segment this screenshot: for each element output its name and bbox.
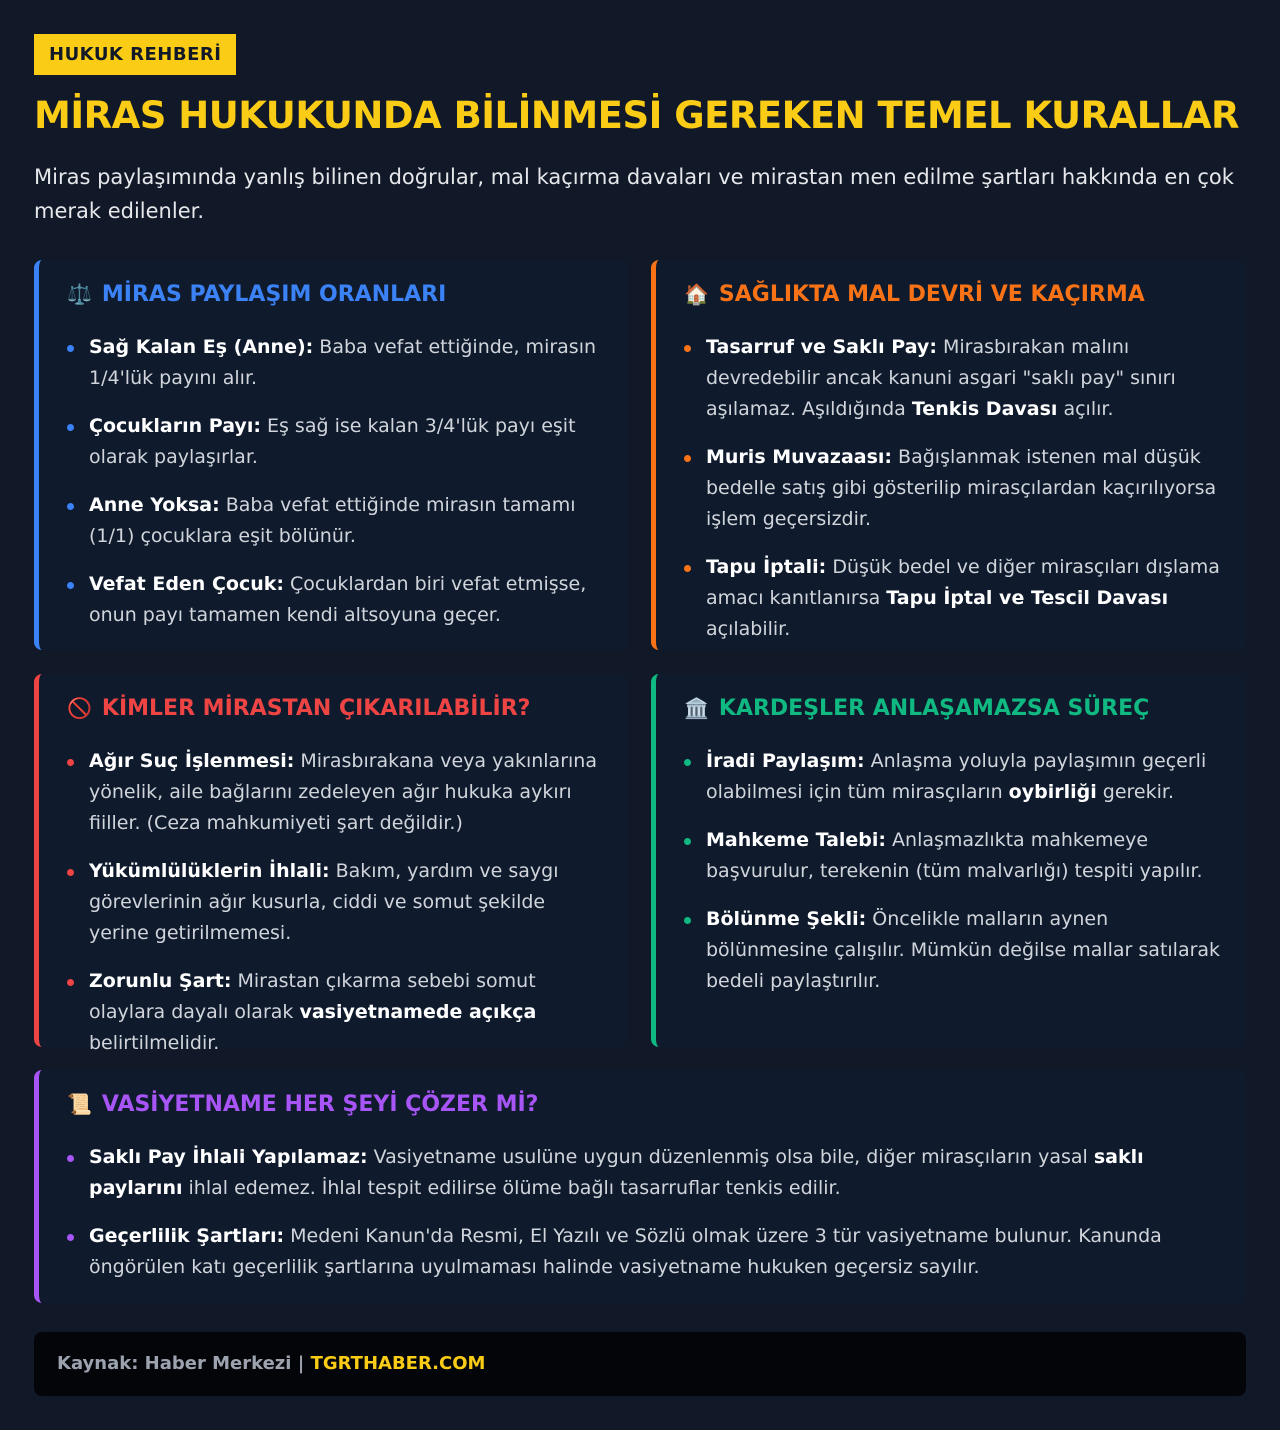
footer-source: Kaynak: Haber Merkezi | xyxy=(57,1353,311,1374)
item-label: Çocukların Payı: xyxy=(89,415,261,437)
item-text: Baba vefat ettiğinde mirasın tamamı (1/1) çocuklara eşit bölünür. xyxy=(89,494,576,547)
item-text: Bağışlanmak istenen mal düşük bedelle satış gibi gösterilip mirasçılardan kaçırılıyorsa işlem geçersizdir. xyxy=(706,446,1217,530)
item-text: Vasiyetname usulüne uygun düzenlenmiş olsa bile, diğer mirasçıların yasal xyxy=(367,1146,1094,1168)
item-label: İradi Paylaşım: xyxy=(706,750,865,772)
list-item xyxy=(89,411,606,473)
card-title: 🏛️ KARDEŞLER ANLAŞAMAZSA SÜREÇ xyxy=(684,696,1150,721)
item-text: Mirasbırakan malını devredebilir ancak kanuni asgari "saklı pay" sınırı aşılamaz. Aşıldığında xyxy=(706,336,1176,420)
card-item-list xyxy=(706,746,1224,1014)
scales-icon: ⚖️ xyxy=(67,282,92,306)
item-label: Zorunlu Şart: xyxy=(89,970,232,992)
card-item-list xyxy=(89,746,606,1076)
list-item xyxy=(89,1221,1224,1283)
item-text: Medeni Kanun'da Resmi, El Yazılı ve Sözlü olmak üzere 3 tür vasiyetname bulunur. Kanunda öngörülen katı geçerlilik şartlarına uyulmaması halinde vasiyetname hukuken geçersiz sayılır. xyxy=(89,1225,1162,1278)
item-label: Yükümlülüklerin İhlali: xyxy=(89,860,330,882)
card-kardesler-surec xyxy=(651,674,1246,1047)
item-label: Anne Yoksa: xyxy=(89,494,220,516)
list-item xyxy=(89,332,606,394)
card-title: 🏠 SAĞLIKTA MAL DEVRİ VE KAÇIRMA xyxy=(684,282,1145,307)
item-text: Anlaşma yoluyla paylaşımın geçerli olabilmesi için tüm mirasçıların xyxy=(706,750,1207,803)
list-item xyxy=(89,1142,1224,1204)
item-label: Sağ Kalan Eş (Anne): xyxy=(89,336,314,358)
item-label: vasiyetnamede açıkça xyxy=(299,1001,537,1023)
prohibited-icon: 🚫 xyxy=(67,696,92,720)
item-label: oybirliği xyxy=(1008,781,1097,803)
item-label: Tasarruf ve Saklı Pay: xyxy=(706,336,937,358)
page-subtitle: Miras paylaşımında yanlış bilinen doğrular, mal kaçırma davaları ve mirastan men edilme şartları hakkında en çok merak edilenler. xyxy=(34,165,1234,223)
item-text: Çocuklardan biri vefat etmişse, onun payı tamamen kendi altsoyuna geçer. xyxy=(89,573,587,626)
list-item xyxy=(706,332,1224,425)
list-item xyxy=(89,966,606,1059)
item-label: Vefat Eden Çocuk: xyxy=(89,573,284,595)
card-title: ⚖️ MİRAS PAYLAŞIM ORANLARI xyxy=(67,282,447,307)
item-label: Geçerlilik Şartları: xyxy=(89,1225,285,1247)
item-label: Muris Muvazaası: xyxy=(706,446,893,468)
item-label: Tapu İptali: xyxy=(706,556,827,578)
item-text: belirtilmelidir. xyxy=(89,1032,220,1054)
category-badge: HUKUK REHBERİ xyxy=(34,34,236,75)
item-text: ihlal edemez. İhlal tespit edilirse ölüme bağlı tasarruflar tenkis edilir. xyxy=(182,1177,841,1199)
list-item xyxy=(706,442,1224,535)
card-item-list xyxy=(89,332,606,648)
footer xyxy=(34,1332,1246,1396)
item-text: Eş sağ ise kalan 3/4'lük payı eşit olarak paylaşırlar. xyxy=(89,415,576,468)
item-label: Saklı Pay İhlali Yapılamaz: xyxy=(89,1146,368,1168)
item-text: açılır. xyxy=(1057,398,1114,420)
card-mal-devri xyxy=(651,260,1246,650)
card-title: 📜 VASİYETNAME HER ŞEYİ ÇÖZER Mİ? xyxy=(67,1092,539,1117)
list-item xyxy=(89,569,606,631)
item-text: Anlaşmazlıkta mahkemeye başvurulur, terekenin (tüm malvarlığı) tespiti yapılır. xyxy=(706,829,1203,882)
item-label: saklı paylarını xyxy=(89,1146,1144,1199)
item-text: Mirastan çıkarma sebebi somut olaylara dayalı olarak xyxy=(89,970,536,1023)
courthouse-icon: 🏛️ xyxy=(684,696,709,720)
house-icon: 🏠 xyxy=(684,282,709,306)
item-label: Mahkeme Talebi: xyxy=(706,829,887,851)
list-item xyxy=(706,746,1224,808)
item-text: Bakım, yardım ve saygı görevlerinin ağır kusurla, ciddi ve somut şekilde yerine getirilmemesi. xyxy=(89,860,559,944)
card-item-list xyxy=(706,332,1224,662)
list-item xyxy=(706,552,1224,645)
scroll-icon: 📜 xyxy=(67,1092,92,1116)
card-title: 🚫 KİMLER MİRASTAN ÇIKARILABİLİR? xyxy=(67,696,531,721)
card-miras-paylasim xyxy=(34,260,628,650)
card-vasiyetname xyxy=(34,1070,1246,1303)
list-item xyxy=(706,904,1224,997)
list-item xyxy=(706,825,1224,887)
list-item xyxy=(89,856,606,949)
item-text: gerekir. xyxy=(1096,781,1174,803)
item-text: Mirasbırakana veya yakınlarına yönelik, aile bağlarını zedeleyen ağır hukuka aykırı fiiller. (Ceza mahkumiyeti şart değildir.) xyxy=(89,750,597,834)
item-label: Tapu İptal ve Tescil Davası xyxy=(886,587,1169,609)
item-text: Baba vefat ettiğinde, mirasın 1/4'lük payını alır. xyxy=(89,336,597,389)
item-label: Bölünme Şekli: xyxy=(706,908,867,930)
footer-brand-link[interactable]: TGRTHABER.COM xyxy=(310,1353,486,1374)
card-mirastan-cikarma xyxy=(34,674,628,1054)
list-item xyxy=(89,490,606,552)
page-title: MİRAS HUKUKUNDA BİLİNMESİ GEREKEN TEMEL KURALLAR xyxy=(34,94,1239,137)
item-text: Öncelikle malların aynen bölünmesine çalışılır. Mümkün değilse mallar satılarak bedeli paylaştırılır. xyxy=(706,908,1221,992)
item-text: Düşük bedel ve diğer mirasçıları dışlama amacı kanıtlanırsa xyxy=(706,556,1220,609)
card-item-list xyxy=(89,1142,1224,1300)
item-label: Ağır Suç İşlenmesi: xyxy=(89,750,295,772)
item-label: Tenkis Davası xyxy=(911,398,1058,420)
list-item xyxy=(89,746,606,839)
item-text: açılabilir. xyxy=(706,618,791,640)
